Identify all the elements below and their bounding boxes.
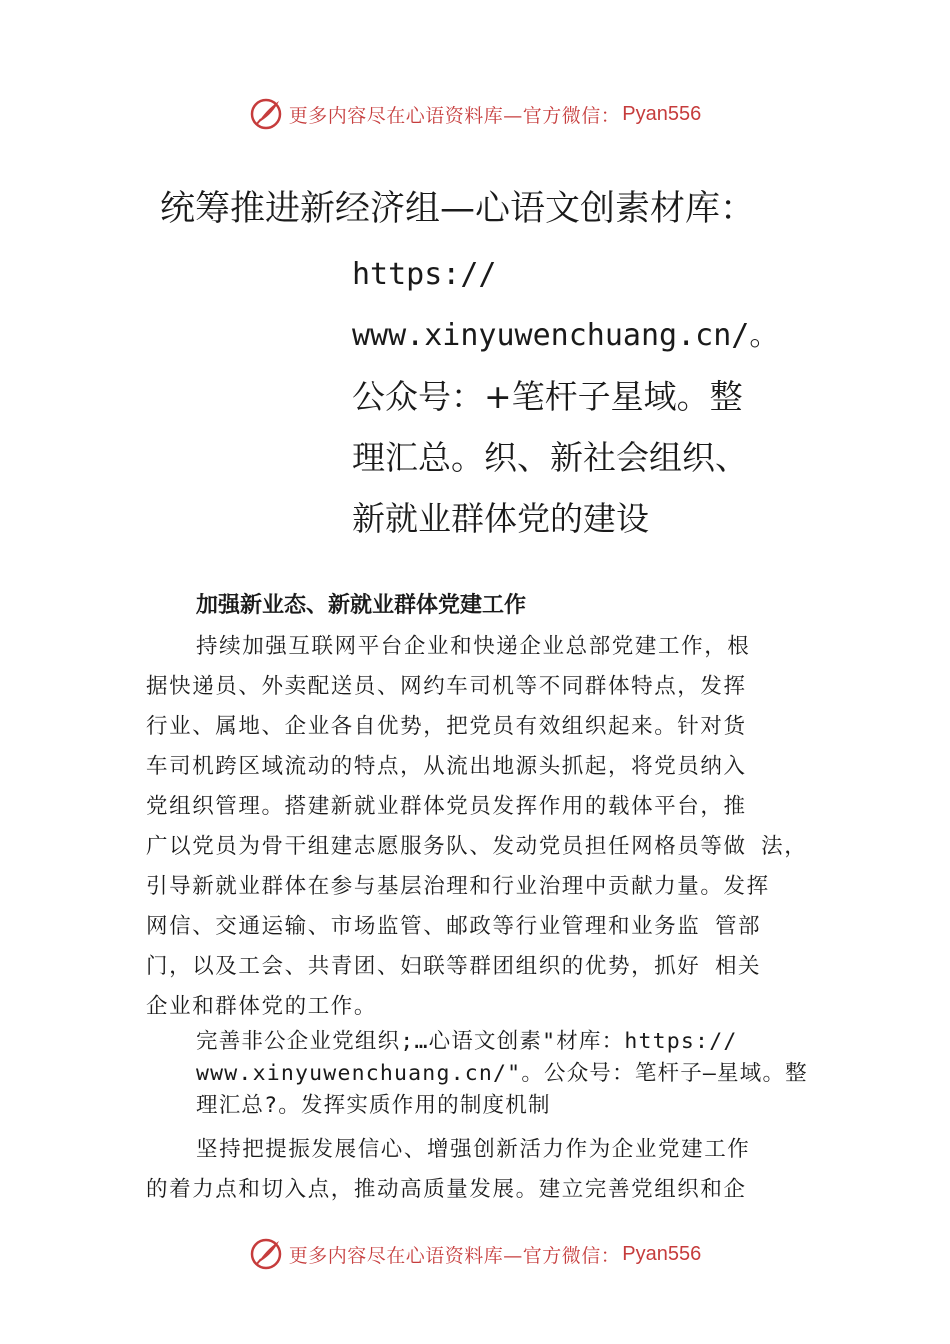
text-line: 企业和群体党的工作。 (146, 994, 378, 1019)
text-line: 车司机跨区域流动的特点，从流出地源头抓起，将党员纳入 (146, 754, 747, 779)
text-line: www.xinyuwenchuang.cn/"。公众号：笔杆子—星域。整 (196, 1061, 808, 1086)
text-line: 据快递员、外卖配送员、网约车司机等不同群体特点，发挥 (146, 674, 747, 699)
banner-wechat-label: 官方微信： (522, 1244, 621, 1267)
subheading-block (196, 1026, 846, 1122)
text-line: 理汇总?。发挥实质作用的制度机制 (196, 1093, 551, 1118)
text-line: 门，以及工会、共青团、妇联等群团组织的优势，抓好 相关 (146, 954, 762, 979)
footer-banner (0, 1232, 950, 1276)
text-line: 完善非公企业党组织;…心语文创素"材库：https:// (196, 1029, 738, 1054)
banner-wechat-label: 官方微信： (522, 104, 621, 127)
title-line: 新就业群体党的建设 (352, 499, 649, 538)
title-line: 公众号：+笔杆子星域。整 (352, 377, 743, 416)
text-line: 引导新就业群体在参与基层治理和行业治理中贡献力量。发挥 (146, 874, 770, 899)
text-line: 行业、属地、企业各自优势，把党员有效组织起来。针对货 (146, 714, 747, 739)
quill-logo-icon (249, 1237, 283, 1271)
title-continuation (352, 244, 812, 549)
banner-text: 更多内容尽在心语资料库— (288, 104, 523, 127)
title-line: 理汇总。织、新社会组织、 (352, 438, 748, 477)
page-title: 统筹推进新经济组—心语文创素材库： (160, 189, 756, 229)
text-line: 党组织管理。搭建新就业群体党员发挥作用的载体平台，推 (146, 794, 747, 819)
title-line: https:// (352, 257, 497, 292)
section-heading: 加强新业态、新就业群体党建工作 (196, 593, 527, 618)
quill-logo-icon (249, 97, 283, 131)
text-line: 坚持把提振发展信心、增强创新活力作为企业党建工作 (196, 1137, 751, 1162)
banner-wechat-id: Pyan556 (622, 1242, 702, 1265)
banner-wechat-id: Pyan556 (622, 102, 702, 125)
text-line: 持续加强互联网平台企业和快递企业总部党建工作，根 (196, 634, 751, 659)
body-paragraph (146, 627, 856, 1027)
text-line: 的着力点和切入点，推动高质量发展。建立完善党组织和企 (146, 1177, 747, 1202)
banner-text: 更多内容尽在心语资料库— (288, 1244, 523, 1267)
text-line: 网信、交通运输、市场监管、邮政等行业管理和业务监 管部 (146, 914, 762, 939)
title-line: www.xinyuwenchuang.cn/。 (352, 318, 780, 353)
header-banner (0, 92, 950, 136)
text-line: 广以党员为骨干组建志愿服务队、发动党员担任网格员等做 法， (146, 834, 808, 859)
body-paragraph (146, 1130, 856, 1210)
